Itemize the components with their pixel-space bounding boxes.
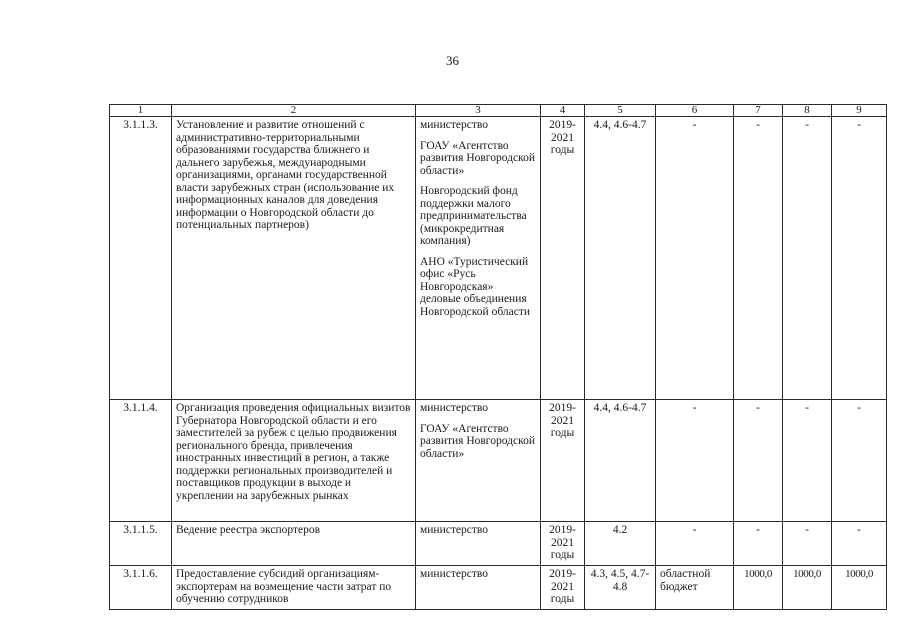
indicators: 4.2 [585,522,656,566]
page-number: 36 [446,53,459,68]
column-number: 4 [541,105,585,117]
period: 2019-2021 годы [541,117,585,400]
executor: министерство [420,568,488,580]
executors-cell [416,117,541,400]
table-row [110,400,887,522]
funding-2020: - [783,522,832,566]
funding-2021: - [832,117,887,400]
column-number: 3 [416,105,541,117]
period: 2019-2021 годы [541,400,585,522]
executor: министерство [420,524,488,536]
measure-description: Предоставление субсидий организациям-экспортерам на возмещение части затрат по обучению сотрудников [172,566,416,610]
funding-source: - [656,522,734,566]
indicators: 4.4, 4.6-4.7 [585,117,656,400]
executors-cell [416,522,541,566]
funding-2021: - [832,522,887,566]
table-row [110,522,887,566]
executor: Новгородский фонд поддержки малого предпринимательства (микрокредитная компания) [420,185,527,247]
executors-cell [416,400,541,522]
table-row [110,566,887,610]
measure-number: 3.1.1.3. [110,117,172,400]
funding-2020: - [783,117,832,400]
column-number: 6 [656,105,734,117]
column-number: 1 [110,105,172,117]
measure-number: 3.1.1.5. [110,522,172,566]
executor: ГОАУ «Агентство развития Новгородской области» [420,422,536,460]
funding-2021: - [832,400,887,522]
period: 2019-2021 годы [541,522,585,566]
executor: министерство [420,119,488,131]
indicators: 4.4, 4.6-4.7 [585,400,656,522]
measure-description: Ведение реестра экспортеров [172,522,416,566]
funding-2019: 1000,0 [734,566,783,610]
funding-source: областной бюджет [656,566,734,610]
column-number: 2 [172,105,416,117]
funding-source: - [656,117,734,400]
column-number: 8 [783,105,832,117]
measure-number: 3.1.1.4. [110,400,172,522]
column-number: 9 [832,105,887,117]
table-row [110,117,887,400]
measures-table [109,104,887,610]
executor: ГОАУ «Агентство развития Новгородской области» [420,139,536,177]
executor: АНО «Туристический офис «Русь Новгородская» деловые объединения Новгородской области [420,255,531,318]
funding-2021: 1000,0 [832,566,887,610]
column-numbers-row [110,105,887,117]
measure-description: Установление и развитие отношений с административно-территориальными образованиями государства ближнего и дальнего зарубежья, международными организациями, органами государственной власти зарубежных стран (использование их информационных каналов для доведения информации о Новгородской области до потенциальных партнеров) [172,117,416,400]
column-number: 7 [734,105,783,117]
funding-2019: - [734,522,783,566]
funding-2020: - [783,400,832,522]
funding-2019: - [734,117,783,400]
funding-2019: - [734,400,783,522]
executor: министерство [420,402,488,414]
measure-description: Организация проведения официальных визитов Губернатора Новгородской области и его заместителей за рубеж с целью продвижения регионального бренда, привлечения иностранных инвестиций в регион, а также поддержки региональных производителей и поставщиков продукции в выходе и укреплении на зарубежных рынках [172,400,416,522]
executors-cell [416,566,541,610]
funding-source: - [656,400,734,522]
indicators: 4.3, 4.5, 4.7-4.8 [585,566,656,610]
column-number: 5 [585,105,656,117]
funding-2020: 1000,0 [783,566,832,610]
period: 2019-2021 годы [541,566,585,610]
measure-number: 3.1.1.6. [110,566,172,610]
